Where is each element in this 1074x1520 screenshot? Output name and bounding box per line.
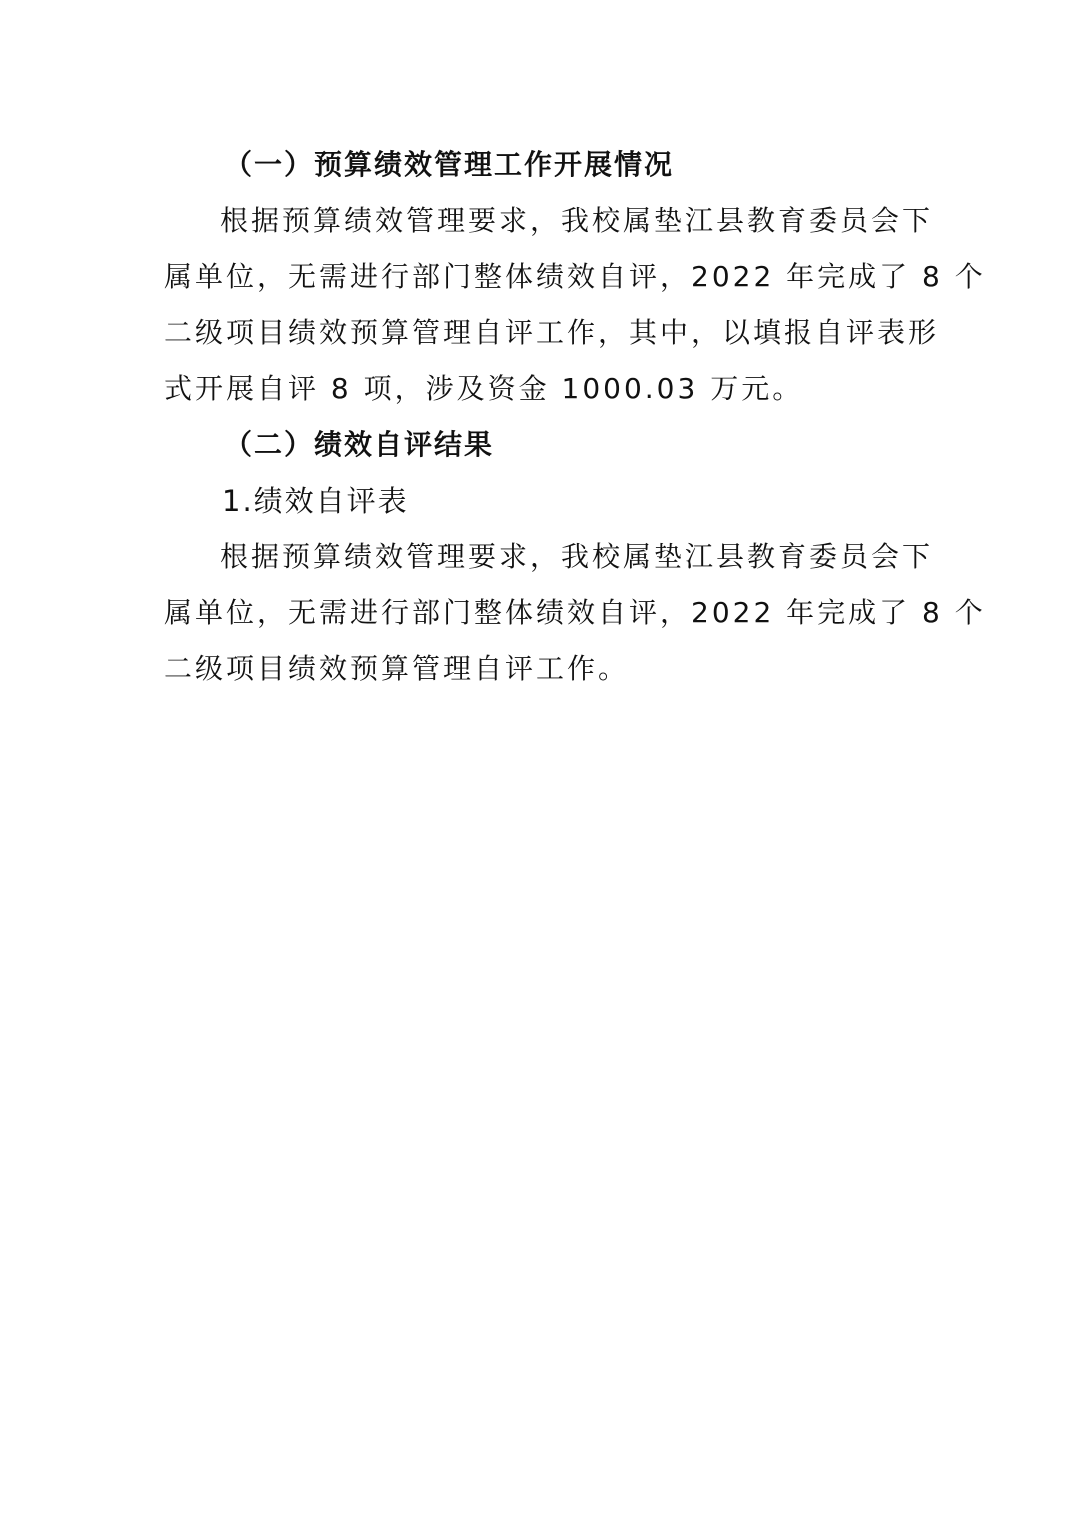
subheading-self-evaluation-table: 1.绩效自评表 <box>222 484 409 518</box>
paragraph-line: 属单位，无需进行部门整体绩效自评，2022 年完成了 8 个 <box>164 596 986 629</box>
paragraph-line: 属单位，无需进行部门整体绩效自评，2022 年完成了 8 个 <box>164 260 986 293</box>
document-body <box>164 137 986 697</box>
paragraph-line: 根据预算绩效管理要求，我校属垫江县教育委员会下 <box>220 540 934 573</box>
paragraph-line: 式开展自评 8 项，涉及资金 1000.03 万元。 <box>164 372 804 405</box>
paragraph-line: 二级项目绩效预算管理自评工作，其中，以填报自评表形 <box>164 316 940 349</box>
section-heading-budget-performance: （一）预算绩效管理工作开展情况 <box>224 148 675 181</box>
paragraph-budget-performance <box>164 193 986 417</box>
paragraph-line: 二级项目绩效预算管理自评工作。 <box>164 652 630 685</box>
section-heading-self-evaluation: （二）绩效自评结果 <box>224 428 495 461</box>
paragraph-self-evaluation <box>164 529 986 697</box>
paragraph-line: 根据预算绩效管理要求，我校属垫江县教育委员会下 <box>220 204 934 237</box>
